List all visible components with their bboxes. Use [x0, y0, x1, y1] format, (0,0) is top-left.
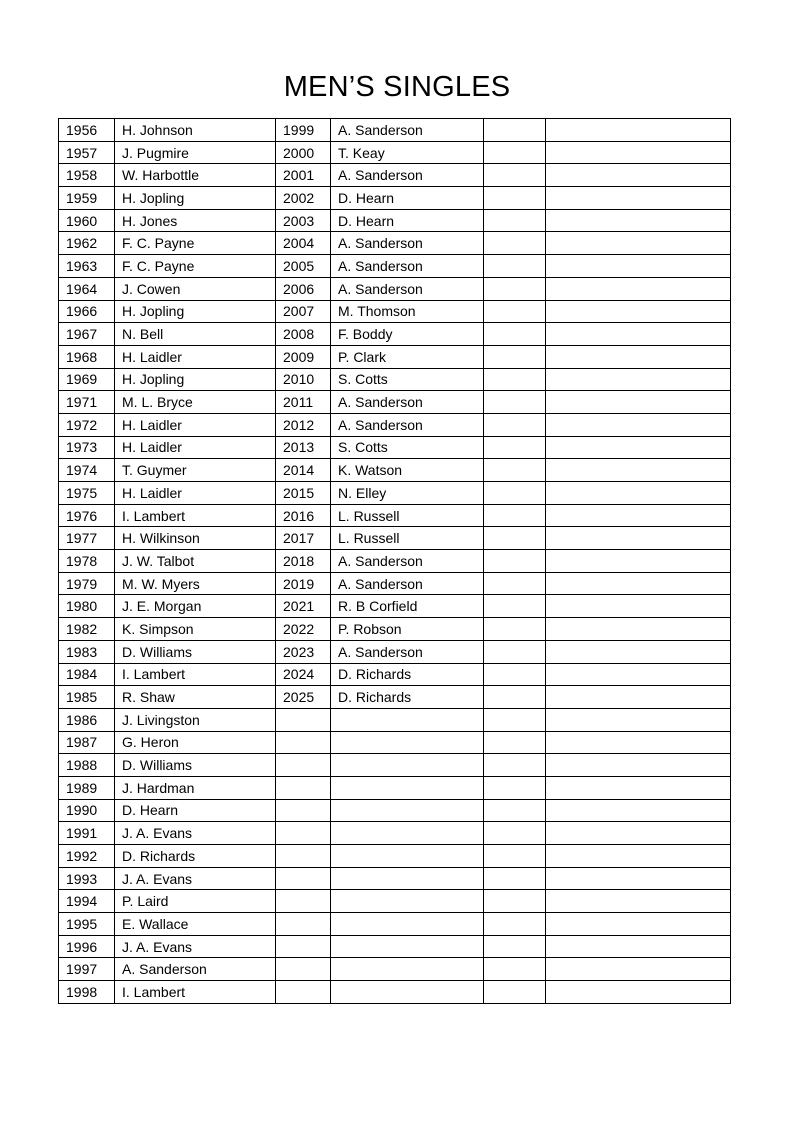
winner-cell: [546, 981, 731, 1004]
year-cell: 1984: [59, 663, 115, 686]
year-cell: 2003: [276, 209, 331, 232]
winner-cell: H. Wilkinson: [115, 527, 276, 550]
year-cell: [276, 776, 331, 799]
table-row: [59, 663, 731, 686]
results-table-body: [59, 119, 731, 1004]
table-row: [59, 255, 731, 278]
year-cell: [484, 640, 546, 663]
year-cell: 1980: [59, 595, 115, 618]
table-row: [59, 300, 731, 323]
winner-cell: [546, 413, 731, 436]
winner-cell: M. Thomson: [331, 300, 484, 323]
year-cell: 2011: [276, 391, 331, 414]
table-row: [59, 368, 731, 391]
year-cell: 1957: [59, 141, 115, 164]
winner-cell: I. Lambert: [115, 663, 276, 686]
table-row: [59, 595, 731, 618]
winner-cell: E. Wallace: [115, 913, 276, 936]
winner-cell: J. Pugmire: [115, 141, 276, 164]
winner-cell: M. L. Bryce: [115, 391, 276, 414]
winner-cell: [546, 482, 731, 505]
year-cell: [276, 754, 331, 777]
year-cell: [484, 391, 546, 414]
year-cell: [484, 232, 546, 255]
winner-cell: [546, 141, 731, 164]
winner-cell: [546, 164, 731, 187]
winner-cell: J. A. Evans: [115, 822, 276, 845]
year-cell: 1963: [59, 255, 115, 278]
winner-cell: [546, 595, 731, 618]
year-cell: [484, 277, 546, 300]
year-cell: [276, 981, 331, 1004]
year-cell: [484, 822, 546, 845]
winner-cell: [546, 300, 731, 323]
year-cell: 2009: [276, 345, 331, 368]
table-row: [59, 527, 731, 550]
year-cell: 1979: [59, 572, 115, 595]
winner-cell: [546, 436, 731, 459]
year-cell: 1973: [59, 436, 115, 459]
winner-cell: [546, 368, 731, 391]
winner-cell: [331, 935, 484, 958]
winner-cell: D. Richards: [331, 686, 484, 709]
year-cell: 2022: [276, 618, 331, 641]
winner-cell: A. Sanderson: [331, 391, 484, 414]
winner-cell: A. Sanderson: [115, 958, 276, 981]
year-cell: 2010: [276, 368, 331, 391]
year-cell: 2016: [276, 504, 331, 527]
year-cell: [484, 958, 546, 981]
winner-cell: [546, 618, 731, 641]
winner-cell: [331, 958, 484, 981]
table-row: [59, 776, 731, 799]
year-cell: [276, 731, 331, 754]
table-row: [59, 504, 731, 527]
table-row: [59, 119, 731, 142]
year-cell: 2004: [276, 232, 331, 255]
winner-cell: [546, 527, 731, 550]
year-cell: [484, 527, 546, 550]
winner-cell: F. C. Payne: [115, 255, 276, 278]
winner-cell: [331, 913, 484, 936]
table-row: [59, 459, 731, 482]
year-cell: [484, 323, 546, 346]
winner-cell: [546, 663, 731, 686]
winner-cell: J. Livingston: [115, 708, 276, 731]
year-cell: 1966: [59, 300, 115, 323]
year-cell: [484, 459, 546, 482]
table-row: [59, 164, 731, 187]
year-cell: 2007: [276, 300, 331, 323]
year-cell: 2008: [276, 323, 331, 346]
year-cell: [276, 935, 331, 958]
year-cell: 2015: [276, 482, 331, 505]
year-cell: [484, 754, 546, 777]
winner-cell: S. Cotts: [331, 368, 484, 391]
table-row: [59, 935, 731, 958]
winner-cell: [331, 776, 484, 799]
year-cell: 1982: [59, 618, 115, 641]
table-row: [59, 867, 731, 890]
year-cell: 2019: [276, 572, 331, 595]
year-cell: 1972: [59, 413, 115, 436]
year-cell: 2001: [276, 164, 331, 187]
winner-cell: [546, 232, 731, 255]
year-cell: 2021: [276, 595, 331, 618]
table-row: [59, 890, 731, 913]
year-cell: [276, 867, 331, 890]
table-row: [59, 981, 731, 1004]
year-cell: 1974: [59, 459, 115, 482]
year-cell: 2017: [276, 527, 331, 550]
year-cell: [484, 300, 546, 323]
table-row: [59, 822, 731, 845]
year-cell: 1978: [59, 550, 115, 573]
year-cell: [484, 187, 546, 210]
year-cell: 2006: [276, 277, 331, 300]
year-cell: 1971: [59, 391, 115, 414]
winner-cell: D. Richards: [115, 845, 276, 868]
winner-cell: A. Sanderson: [331, 255, 484, 278]
year-cell: [484, 663, 546, 686]
winner-cell: [546, 640, 731, 663]
year-cell: [276, 845, 331, 868]
winner-cell: [546, 459, 731, 482]
winner-cell: [546, 550, 731, 573]
year-cell: [484, 867, 546, 890]
year-cell: 1999: [276, 119, 331, 142]
year-cell: [484, 255, 546, 278]
winner-cell: P. Robson: [331, 618, 484, 641]
winner-cell: A. Sanderson: [331, 277, 484, 300]
year-cell: 1958: [59, 164, 115, 187]
winner-cell: [546, 867, 731, 890]
winner-cell: J. Cowen: [115, 277, 276, 300]
winner-cell: [546, 958, 731, 981]
winner-cell: L. Russell: [331, 504, 484, 527]
winner-cell: [331, 822, 484, 845]
winner-cell: [546, 935, 731, 958]
winner-cell: R. B Corfield: [331, 595, 484, 618]
winner-cell: A. Sanderson: [331, 232, 484, 255]
winner-cell: [331, 754, 484, 777]
table-row: [59, 232, 731, 255]
winner-cell: [546, 845, 731, 868]
winner-cell: [546, 209, 731, 232]
winner-cell: [546, 913, 731, 936]
winner-cell: P. Laird: [115, 890, 276, 913]
winner-cell: [331, 981, 484, 1004]
year-cell: [276, 958, 331, 981]
year-cell: [484, 845, 546, 868]
winner-cell: [546, 822, 731, 845]
year-cell: [276, 799, 331, 822]
winner-cell: [546, 799, 731, 822]
year-cell: [484, 368, 546, 391]
year-cell: [484, 209, 546, 232]
winner-cell: I. Lambert: [115, 504, 276, 527]
year-cell: 2013: [276, 436, 331, 459]
year-cell: 1983: [59, 640, 115, 663]
winner-cell: G. Heron: [115, 731, 276, 754]
winner-cell: H. Laidler: [115, 345, 276, 368]
winner-cell: D. Hearn: [331, 209, 484, 232]
year-cell: [484, 708, 546, 731]
year-cell: 1962: [59, 232, 115, 255]
year-cell: 1995: [59, 913, 115, 936]
table-row: [59, 277, 731, 300]
year-cell: 2014: [276, 459, 331, 482]
year-cell: 1959: [59, 187, 115, 210]
year-cell: 1994: [59, 890, 115, 913]
table-row: [59, 323, 731, 346]
year-cell: 1956: [59, 119, 115, 142]
year-cell: [276, 913, 331, 936]
table-row: [59, 731, 731, 754]
year-cell: 1998: [59, 981, 115, 1004]
year-cell: 2002: [276, 187, 331, 210]
year-cell: 1985: [59, 686, 115, 709]
winner-cell: J. Hardman: [115, 776, 276, 799]
winner-cell: D. Hearn: [331, 187, 484, 210]
year-cell: 2023: [276, 640, 331, 663]
table-row: [59, 187, 731, 210]
winner-cell: [546, 323, 731, 346]
winner-cell: [546, 277, 731, 300]
year-cell: [484, 482, 546, 505]
table-row: [59, 572, 731, 595]
year-cell: 1960: [59, 209, 115, 232]
winner-cell: T. Keay: [331, 141, 484, 164]
winner-cell: A. Sanderson: [331, 413, 484, 436]
winner-cell: T. Guymer: [115, 459, 276, 482]
winner-cell: [546, 731, 731, 754]
table-row: [59, 640, 731, 663]
winner-cell: H. Jones: [115, 209, 276, 232]
year-cell: 2005: [276, 255, 331, 278]
year-cell: [484, 890, 546, 913]
year-cell: 1969: [59, 368, 115, 391]
winner-cell: [546, 255, 731, 278]
page-title: MEN’S SINGLES: [283, 71, 511, 103]
year-cell: 1996: [59, 935, 115, 958]
year-cell: [484, 504, 546, 527]
year-cell: 2025: [276, 686, 331, 709]
year-cell: [484, 981, 546, 1004]
year-cell: 2018: [276, 550, 331, 573]
year-cell: [484, 595, 546, 618]
winner-cell: [331, 708, 484, 731]
winner-cell: H. Laidler: [115, 413, 276, 436]
table-row: [59, 799, 731, 822]
winner-cell: S. Cotts: [331, 436, 484, 459]
winner-cell: [546, 890, 731, 913]
year-cell: 1976: [59, 504, 115, 527]
year-cell: 1988: [59, 754, 115, 777]
year-cell: 1967: [59, 323, 115, 346]
winner-cell: [546, 187, 731, 210]
winner-cell: M. W. Myers: [115, 572, 276, 595]
winner-cell: K. Simpson: [115, 618, 276, 641]
winner-cell: [331, 799, 484, 822]
winner-cell: F. C. Payne: [115, 232, 276, 255]
winner-cell: A. Sanderson: [331, 119, 484, 142]
year-cell: [276, 890, 331, 913]
winner-cell: [546, 572, 731, 595]
table-row: [59, 754, 731, 777]
winner-cell: H. Jopling: [115, 300, 276, 323]
year-cell: 1989: [59, 776, 115, 799]
table-row: [59, 391, 731, 414]
year-cell: 1987: [59, 731, 115, 754]
winner-cell: H. Johnson: [115, 119, 276, 142]
winner-cell: J. E. Morgan: [115, 595, 276, 618]
year-cell: [484, 436, 546, 459]
winner-cell: H. Laidler: [115, 436, 276, 459]
year-cell: [484, 141, 546, 164]
winner-cell: [546, 708, 731, 731]
winner-cell: D. Williams: [115, 640, 276, 663]
winner-cell: R. Shaw: [115, 686, 276, 709]
winner-cell: [546, 345, 731, 368]
winner-cell: [546, 686, 731, 709]
year-cell: [484, 935, 546, 958]
table-row: [59, 686, 731, 709]
winner-cell: D. Williams: [115, 754, 276, 777]
table-row: [59, 141, 731, 164]
year-cell: [484, 799, 546, 822]
winner-cell: P. Clark: [331, 345, 484, 368]
table-row: [59, 708, 731, 731]
winner-cell: J. A. Evans: [115, 935, 276, 958]
winner-cell: A. Sanderson: [331, 572, 484, 595]
winner-cell: K. Watson: [331, 459, 484, 482]
winner-cell: D. Richards: [331, 663, 484, 686]
table-row: [59, 209, 731, 232]
winner-cell: [331, 890, 484, 913]
winner-cell: [331, 731, 484, 754]
winner-cell: [546, 754, 731, 777]
year-cell: 2024: [276, 663, 331, 686]
table-row: [59, 413, 731, 436]
year-cell: [484, 776, 546, 799]
winner-cell: [331, 867, 484, 890]
year-cell: [276, 708, 331, 731]
winner-cell: [546, 119, 731, 142]
year-cell: 1992: [59, 845, 115, 868]
table-row: [59, 482, 731, 505]
winner-cell: I. Lambert: [115, 981, 276, 1004]
winner-cell: H. Laidler: [115, 482, 276, 505]
year-cell: [484, 164, 546, 187]
winner-cell: H. Jopling: [115, 187, 276, 210]
winner-cell: [546, 504, 731, 527]
table-row: [59, 618, 731, 641]
table-row: [59, 958, 731, 981]
year-cell: 1975: [59, 482, 115, 505]
year-cell: [484, 345, 546, 368]
year-cell: 1997: [59, 958, 115, 981]
year-cell: [484, 913, 546, 936]
year-cell: 1968: [59, 345, 115, 368]
winner-cell: F. Boddy: [331, 323, 484, 346]
year-cell: 2000: [276, 141, 331, 164]
winner-cell: A. Sanderson: [331, 640, 484, 663]
year-cell: 1993: [59, 867, 115, 890]
winner-cell: J. A. Evans: [115, 867, 276, 890]
year-cell: 1990: [59, 799, 115, 822]
year-cell: 1986: [59, 708, 115, 731]
year-cell: [484, 413, 546, 436]
winner-cell: D. Hearn: [115, 799, 276, 822]
year-cell: 1977: [59, 527, 115, 550]
table-row: [59, 913, 731, 936]
year-cell: 1964: [59, 277, 115, 300]
winner-cell: J. W. Talbot: [115, 550, 276, 573]
winner-cell: N. Elley: [331, 482, 484, 505]
year-cell: [484, 686, 546, 709]
winner-cell: [331, 845, 484, 868]
winner-cell: L. Russell: [331, 527, 484, 550]
winner-cell: A. Sanderson: [331, 550, 484, 573]
winner-cell: N. Bell: [115, 323, 276, 346]
year-cell: [484, 119, 546, 142]
results-table: [58, 118, 731, 1004]
year-cell: [484, 572, 546, 595]
year-cell: [484, 618, 546, 641]
winner-cell: H. Jopling: [115, 368, 276, 391]
winner-cell: [546, 776, 731, 799]
year-cell: [484, 550, 546, 573]
year-cell: 1991: [59, 822, 115, 845]
table-row: [59, 845, 731, 868]
year-cell: 2012: [276, 413, 331, 436]
table-row: [59, 345, 731, 368]
table-row: [59, 550, 731, 573]
winner-cell: W. Harbottle: [115, 164, 276, 187]
winner-cell: A. Sanderson: [331, 164, 484, 187]
year-cell: [276, 822, 331, 845]
winner-cell: [546, 391, 731, 414]
year-cell: [484, 731, 546, 754]
table-row: [59, 436, 731, 459]
